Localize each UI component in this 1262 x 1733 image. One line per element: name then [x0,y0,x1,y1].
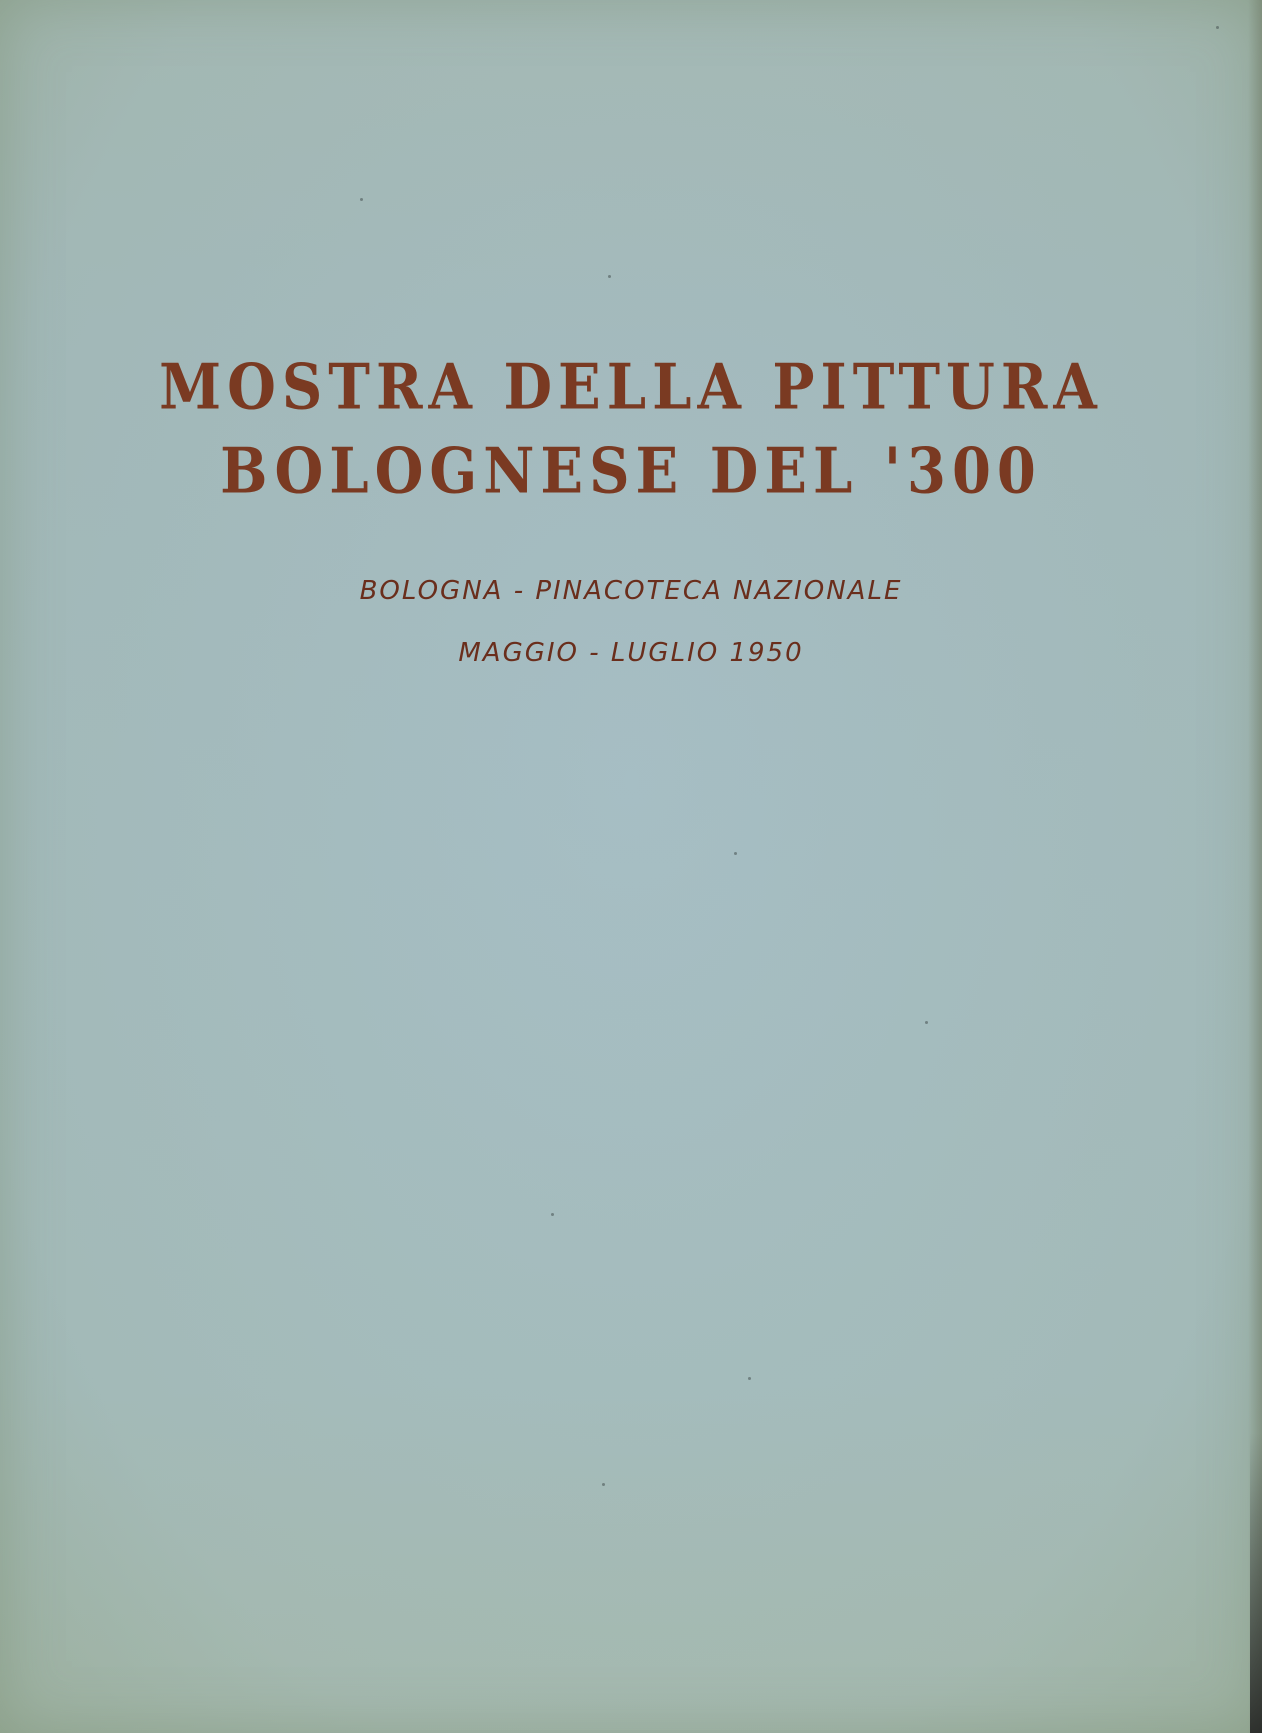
title-line-1: MOSTRA DELLA PITTURA [159,350,1103,424]
subtitle-line-2: MAGGIO - LUGLIO 1950 [458,638,804,668]
paper-speck [551,1213,554,1216]
paper-speck [608,275,611,278]
paper-speck [734,852,737,855]
title-line-2: BOLOGNESE DEL '300 [220,434,1042,508]
cover-subtitle [0,560,1262,684]
paper-speck [360,198,363,201]
subtitle-line-1: BOLOGNA - PINACOTECA NAZIONALE [359,576,903,606]
paper-speck [1216,26,1219,29]
cover-title [0,345,1262,513]
paper-speck [602,1483,605,1486]
paper-speck [925,1021,928,1024]
paper-speck [748,1377,751,1380]
cover-corner-shadow [1250,1433,1262,1733]
